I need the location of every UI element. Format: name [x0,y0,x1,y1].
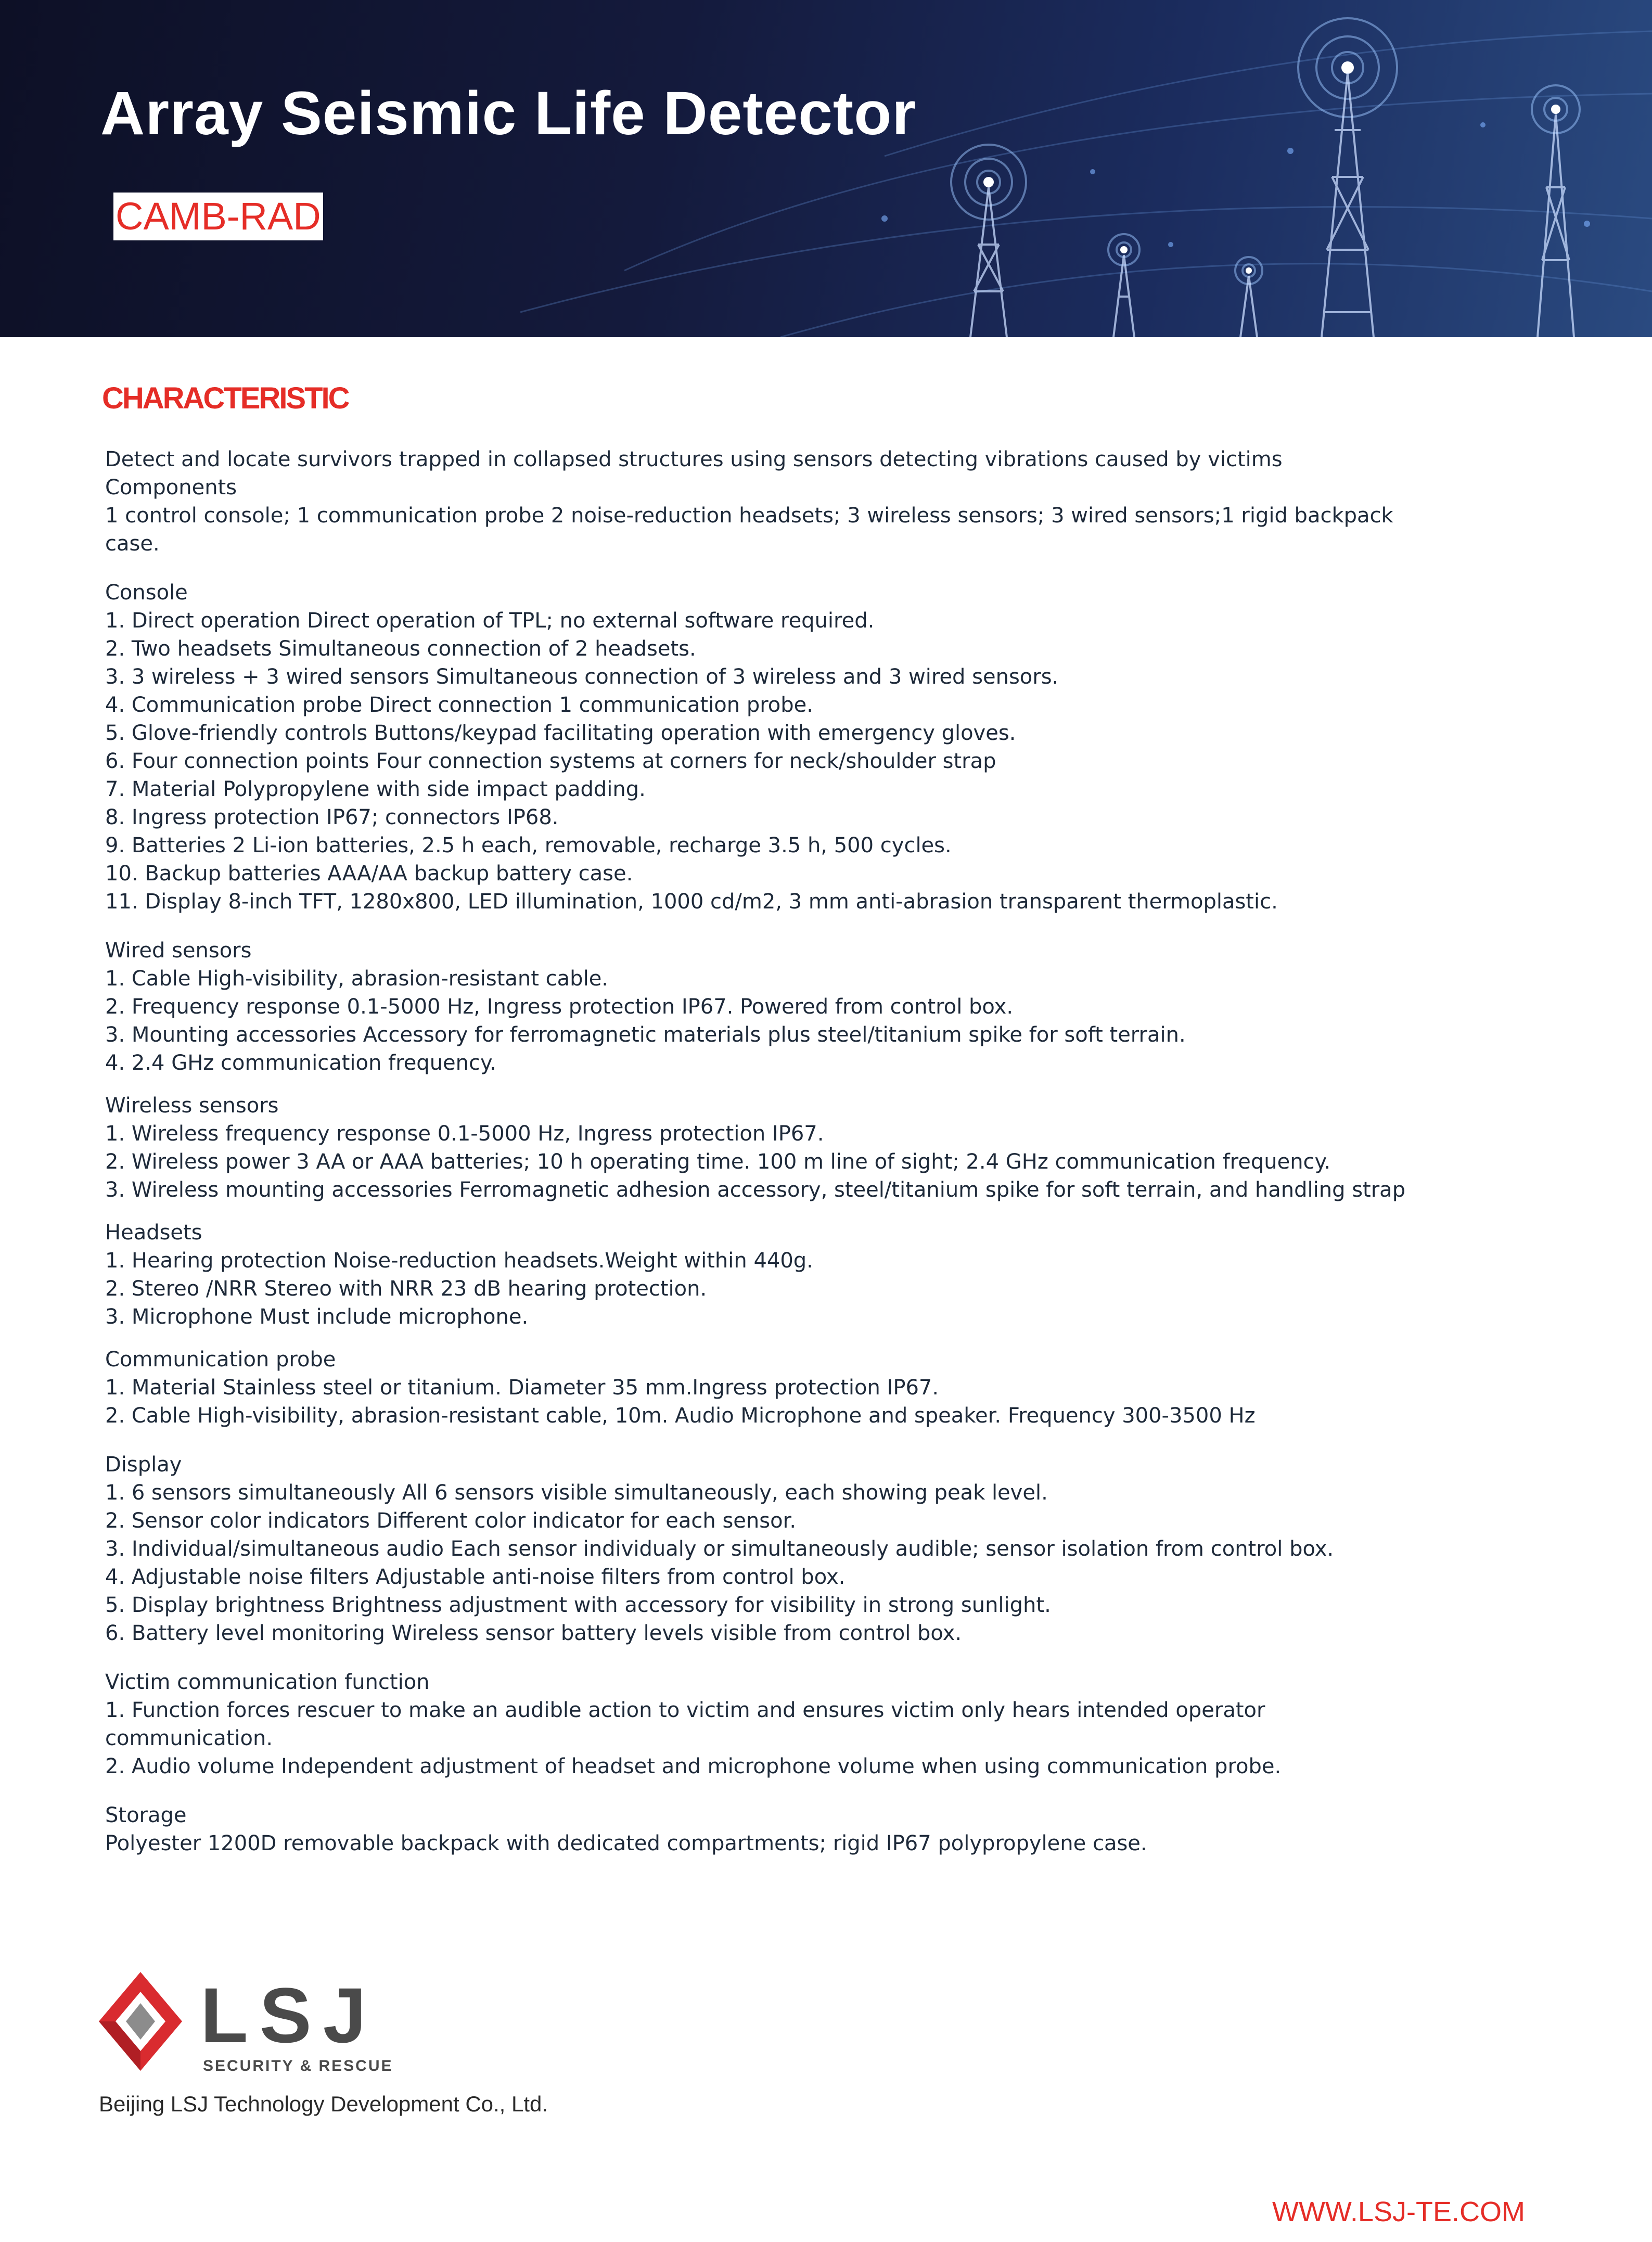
console-item: 7. Material Polypropylene with side impact padding. [105,777,646,801]
console-item: 11. Display 8-inch TFT, 1280x800, LED illumination, 1000 cd/m2, 3 mm anti-abrasion transparent thermoplastic. [105,890,1278,914]
display-item: 1. 6 sensors simultaneously All 6 sensors visible simultaneously, each showing peak level. [105,1481,1048,1505]
console-heading: Console [105,581,188,605]
victim-communication-item: 2. Audio volume Independent adjustment of headset and microphone volume when using communication probe. [105,1754,1282,1778]
network-towers-illustration [0,0,1652,337]
victim-communication-heading: Victim communication function [105,1670,430,1694]
wireless-sensors-heading: Wireless sensors [105,1094,279,1118]
headsets-item: 1. Hearing protection Noise-reduction headsets.Weight within 440g. [105,1249,813,1273]
wired-sensors-item: 1. Cable High-visibility, abrasion-resistant cable. [105,967,609,991]
console-item: 9. Batteries 2 Li-ion batteries, 2.5 h each, removable, recharge 3.5 h, 500 cycles. [105,834,952,857]
model-badge: CAMB-RAD [113,193,323,240]
display-item: 5. Display brightness Brightness adjustment with accessory for visibility in strong sunlight. [105,1593,1051,1617]
storage-heading: Storage [105,1803,187,1827]
wired-sensors-item: 4. 2.4 GHz communication frequency. [105,1051,496,1075]
console-item: 1. Direct operation Direct operation of TPL; no external software required. [105,609,875,633]
website-link[interactable]: WWW.LSJ-TE.COM [1272,2196,1525,2227]
specifications-body [105,445,1598,1857]
storage-text: Polyester 1200D removable backpack with dedicated compartments; rigid IP67 polypropylene case. [105,1831,1147,1855]
lsj-emblem-icon [99,1972,182,2071]
wired-sensors-item: 3. Mounting accessories Accessory for ferromagnetic materials plus steel/titanium spike for soft terrain. [105,1023,1186,1047]
wireless-sensors-item: 2. Wireless power 3 AA or AAA batteries; 10 h operating time. 100 m line of sight; 2.4 GHz communication frequency. [105,1150,1331,1174]
company-name: Beijing LSJ Technology Development Co., Ltd. [99,2092,548,2116]
page-title: Array Seismic Life Detector [100,79,917,148]
communication-probe-item: 1. Material Stainless steel or titanium. Diameter 35 mm.Ingress protection IP67. [105,1376,939,1400]
headsets-item: 3. Microphone Must include microphone. [105,1305,529,1329]
components-heading: Components [105,476,237,499]
headsets-heading: Headsets [105,1221,202,1245]
console-item: 10. Backup batteries AAA/AA backup battery case. [105,862,633,886]
console-item: 2. Two headsets Simultaneous connection of 2 headsets. [105,637,696,661]
components-line: case. [105,532,160,556]
header-banner [0,0,1652,337]
logo-wordmark: LSJ [200,1972,378,2059]
display-item: 4. Adjustable noise filters Adjustable anti-noise filters from control box. [105,1565,846,1589]
display-item: 6. Battery level monitoring Wireless sensor battery levels visible from control box. [105,1621,962,1645]
console-item: 8. Ingress protection IP67; connectors IP68. [105,805,559,829]
console-item: 4. Communication probe Direct connection 1 communication probe. [105,693,813,717]
tower-icon [951,18,1580,284]
wireless-sensors-item: 1. Wireless frequency response 0.1-5000 Hz, Ingress protection IP67. [105,1122,824,1146]
communication-probe-item: 2. Cable High-visibility, abrasion-resistant cable, 10m. Audio Microphone and speaker. Frequency 300-3500 Hz [105,1404,1256,1428]
intro-text: Detect and locate survivors trapped in collapsed structures using sensors detecting vibrations caused by victims [105,447,1283,471]
headsets-item: 2. Stereo /NRR Stereo with NRR 23 dB hearing protection. [105,1277,707,1301]
display-item: 3. Individual/simultaneous audio Each sensor individualy or simultaneously audible; sensor isolation from control box. [105,1537,1334,1561]
console-item: 6. Four connection points Four connection systems at corners for neck/shoulder strap [105,749,996,773]
lsj-logo [99,1972,432,2081]
console-item: 5. Glove-friendly controls Buttons/keypad facilitating operation with emergency gloves. [105,721,1016,745]
communication-probe-heading: Communication probe [105,1348,336,1372]
wireless-sensors-item: 3. Wireless mounting accessories Ferromagnetic adhesion accessory, steel/titanium spike for soft terrain, and handling strap [105,1178,1406,1202]
display-item: 2. Sensor color indicators Different color indicator for each sensor. [105,1509,797,1533]
wired-sensors-heading: Wired sensors [105,939,252,963]
logo-tagline: SECURITY & RESCUE [203,2057,393,2074]
victim-communication-item: 1. Function forces rescuer to make an audible action to victim and ensures victim only hears intended operator communication. [105,1698,1265,1750]
components-line: 1 control console; 1 communication probe 2 noise-reduction headsets; 3 wireless sensors; 3 wired sensors;1 rigid backpack [105,504,1393,528]
display-heading: Display [105,1453,182,1477]
wired-sensors-item: 2. Frequency response 0.1-5000 Hz, Ingress protection IP67. Powered from control box. [105,995,1014,1019]
console-item: 3. 3 wireless + 3 wired sensors Simultaneous connection of 3 wireless and 3 wired sensors. [105,665,1059,689]
section-heading: CHARACTERISTIC [102,381,349,415]
